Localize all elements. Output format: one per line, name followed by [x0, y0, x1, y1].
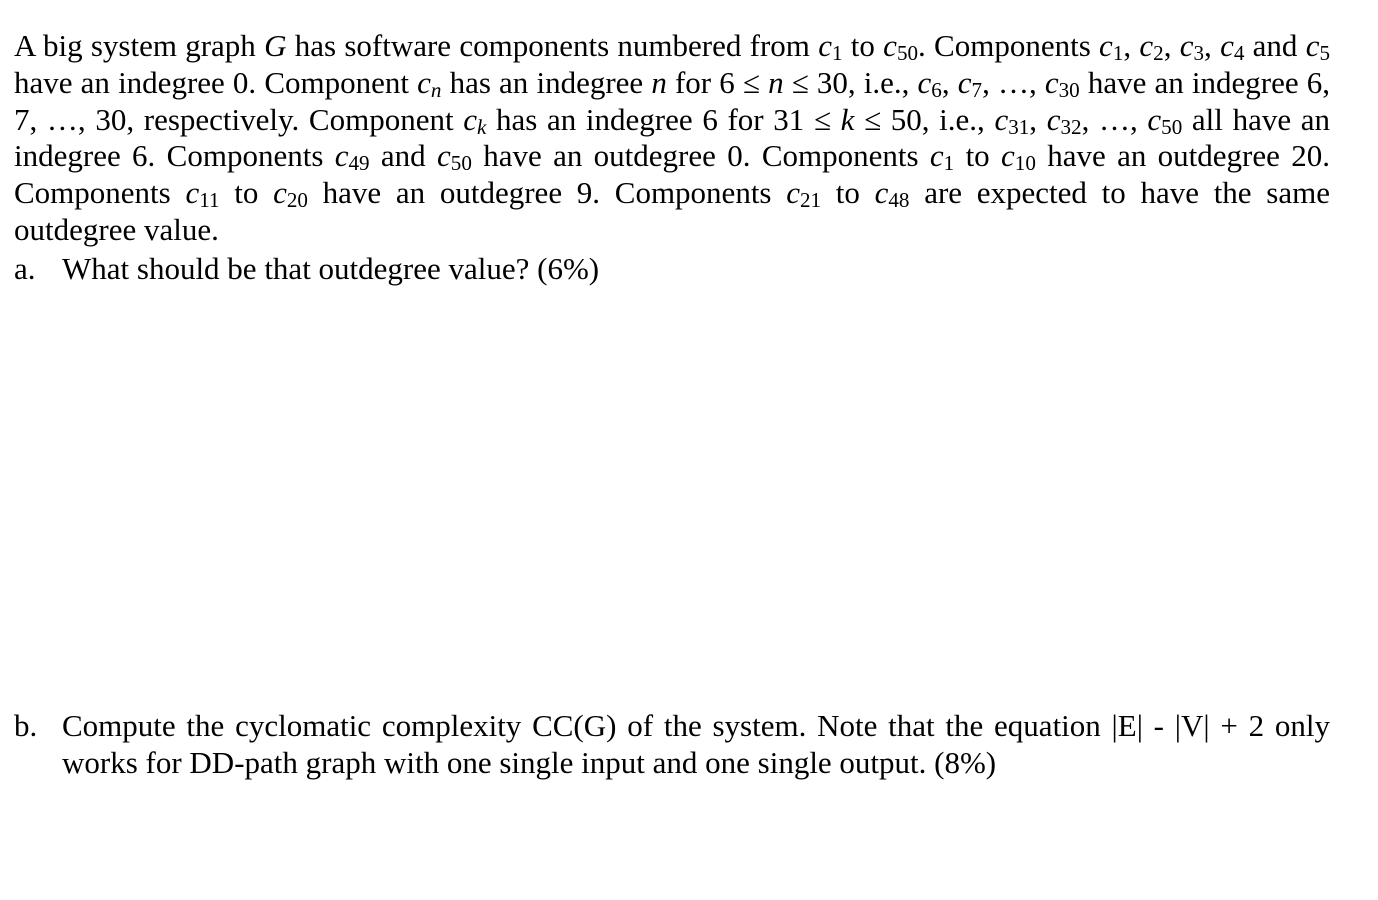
question-a-label: a. — [14, 251, 36, 286]
question-a — [14, 250, 1330, 287]
question-b-line-1: Compute the cyclomatic complexity CC(G) of the system. Note that the equation |E| - |V| + 2 only — [62, 708, 1330, 743]
question-b-label: b. — [14, 708, 38, 743]
question-b-line-2: works for DD-path graph with one single input and one single output. (8%) — [62, 745, 997, 780]
question-b — [14, 707, 1330, 781]
question-b-text — [62, 707, 1330, 781]
problem-statement — [14, 28, 1330, 249]
problem-text: A big system graph G has software components numbered from $c_1$ to $c_{50}$. Components $c_1$, $c_2$, $c_3$, $c_4$ and $c_5$ have an indegree 0. Component $c_n$ has an indegree n for 6 ≤ n ≤ 30, i.e., $c_6$, $c_7$, …, $c_{30}$ have an indegree 6, 7, …, 30, respectively. Component $c_k$ has an indegree 6 for 31 ≤ k ≤ 50, i.e., $c_{31}$, $c_{32}$, …, $c_{50}$ all have an indegree 6. Components $c_{49}$ and $c_{50}$ have an outdegree 0. Components $c_1$ to $c_{10}$ have an outdegree 20. Components $c_{11}$ to $c_{20}$ have an outdegree 9. Components $c_{21}$ to $c_{48}$ are expected to have the same outdegree value. — [14, 28, 1331, 247]
question-a-text: What should be that outdegree value? (6%) — [62, 251, 600, 286]
